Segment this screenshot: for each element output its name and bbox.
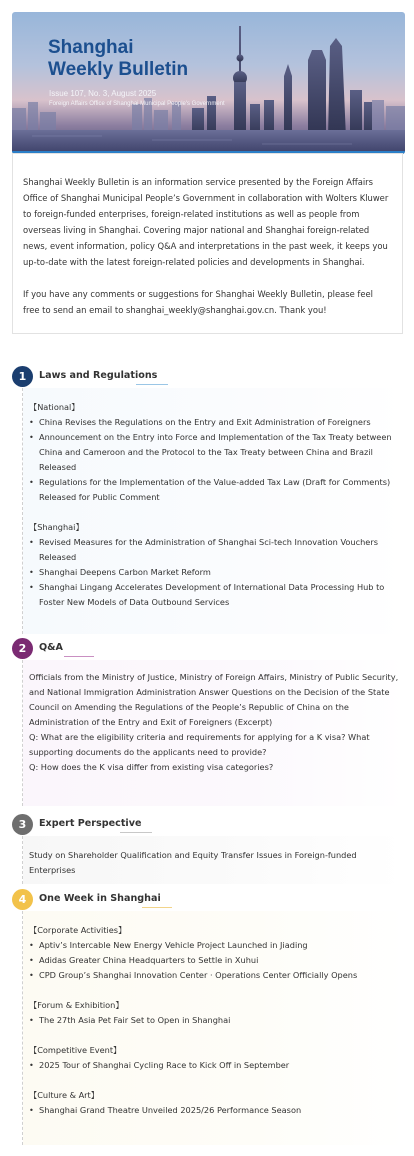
section-header xyxy=(12,366,405,388)
title-underline xyxy=(136,384,168,385)
header-banner xyxy=(12,12,405,154)
news-item[interactable]: • Adidas Greater China Headquarters to Settle in Xuhui xyxy=(29,953,399,968)
section-title: Q&A xyxy=(39,642,63,653)
news-list xyxy=(29,938,399,983)
news-item[interactable]: • Revised Measures for the Administration of Shanghai Sci-tech Innovation Vouchers Released xyxy=(29,535,399,565)
news-item[interactable]: • Regulations for the Implementation of the Value-added Tax Law (Draft for Comments) Released for Public Comment xyxy=(29,475,399,505)
expert-article[interactable]: Study on Shareholder Qualification and Equity Transfer Issues in Foreign-funded Enterprises xyxy=(29,850,357,875)
intro-paragraph-1: Shanghai Weekly Bulletin is an information service presented by the Foreign Affairs Office of Shanghai Municipal People’s Government in collaboration with Wolters Kluwer to foreign-funded enterprises, foreign-related institutions as well as people from overseas living in Shanghai. Covering major national and Shanghai foreign-related news, event information, policy Q&A and interpretations in the past week, it keeps you up-to-date with the latest foreign-related policies and developments in Shanghai. xyxy=(23,177,389,267)
group-title: 【Culture & Art】 xyxy=(29,1090,99,1100)
section-body xyxy=(22,911,405,1145)
title-line-1: Shanghai xyxy=(48,37,134,58)
section-body xyxy=(22,660,405,806)
section-laws-and-regulations xyxy=(12,366,405,634)
section-number-badge: 4 xyxy=(12,889,33,910)
news-item[interactable]: • Shanghai Lingang Accelerates Development of International Data Processing Hub to Foster New Models of Data Outbound Services xyxy=(29,580,399,610)
title-line-2: Weekly Bulletin xyxy=(48,59,189,80)
news-list xyxy=(29,415,399,505)
news-item[interactable]: • Aptiv’s Intercable New Energy Vehicle Project Launched in Jiading xyxy=(29,938,399,953)
news-item[interactable]: • The 27th Asia Pet Fair Set to Open in Shanghai xyxy=(29,1013,399,1028)
news-item[interactable]: • Announcement on the Entry into Force and Implementation of the Tax Treaty between China and Cameroon and the Protocol to the Tax Treaty between China and Brazil Released xyxy=(29,430,399,475)
group-title: 【Shanghai】 xyxy=(29,522,84,532)
section-one-week-in-shanghai xyxy=(12,889,405,1145)
group-title: 【Corporate Activities】 xyxy=(29,925,127,935)
section-title: Expert Perspective xyxy=(39,818,142,829)
section-number-badge: 3 xyxy=(12,814,33,835)
intro-box xyxy=(12,153,403,334)
qa-headline[interactable]: Officials from the Ministry of Justice, Ministry of Foreign Affairs, Ministry of Public Security, and National Immigration Administration Answer Questions on the Decision of the State Council on Amending the Regulations of the People’s Republic of China on the Administration of the Entry and Exit of Foreigners (Excerpt) xyxy=(29,672,399,727)
news-item[interactable]: • Shanghai Deepens Carbon Market Reform xyxy=(29,565,399,580)
section-body xyxy=(22,836,405,884)
section-number-badge: 2 xyxy=(12,638,33,659)
group-title: 【National】 xyxy=(29,402,80,412)
news-list xyxy=(29,1058,399,1073)
title-underline xyxy=(142,907,172,908)
section-body xyxy=(22,388,405,634)
news-list xyxy=(29,1013,399,1028)
bulletin-title xyxy=(48,37,188,81)
qa-question[interactable]: Q: What are the eligibility criteria and requirements for applying for a K visa? What supporting documents do the applicants need to provide? xyxy=(29,732,370,757)
news-item[interactable]: • CPD Group’s Shanghai Innovation Center · Operations Center Officially Opens xyxy=(29,968,399,983)
publisher-line: Foreign Affairs Office of Shanghai Municipal People's Government xyxy=(49,101,225,107)
news-list xyxy=(29,535,399,610)
title-underline xyxy=(64,656,94,657)
intro-paragraph-2: If you have any comments or suggestions for Shanghai Weekly Bulletin, please feel free to send an email to shanghai_weekly@shanghai.gov.cn. Thank you! xyxy=(23,289,373,315)
news-item[interactable]: • 2025 Tour of Shanghai Cycling Race to Kick Off in September xyxy=(29,1058,399,1073)
section-title: Laws and Regulations xyxy=(39,370,158,381)
section-title: One Week in Shanghai xyxy=(39,893,161,904)
group-title: 【Forum & Exhibition】 xyxy=(29,1000,124,1010)
section-header xyxy=(12,638,405,660)
section-expert-perspective xyxy=(12,814,405,884)
group-title: 【Competitive Event】 xyxy=(29,1045,122,1055)
news-item[interactable]: • Shanghai Grand Theatre Unveiled 2025/26 Performance Season xyxy=(29,1103,399,1118)
section-number-badge: 1 xyxy=(12,366,33,387)
qa-question[interactable]: Q: How does the K visa differ from existing visa categories? xyxy=(29,762,274,772)
skyline-illustration xyxy=(12,12,405,154)
section-header xyxy=(12,889,405,911)
title-underline xyxy=(120,832,152,833)
section-header xyxy=(12,814,405,836)
section-qa xyxy=(12,638,405,806)
news-list xyxy=(29,1103,399,1118)
news-item[interactable]: • China Revises the Regulations on the Entry and Exit Administration of Foreigners xyxy=(29,415,399,430)
issue-line: Issue 107, No. 3, August 2025 xyxy=(49,89,157,98)
